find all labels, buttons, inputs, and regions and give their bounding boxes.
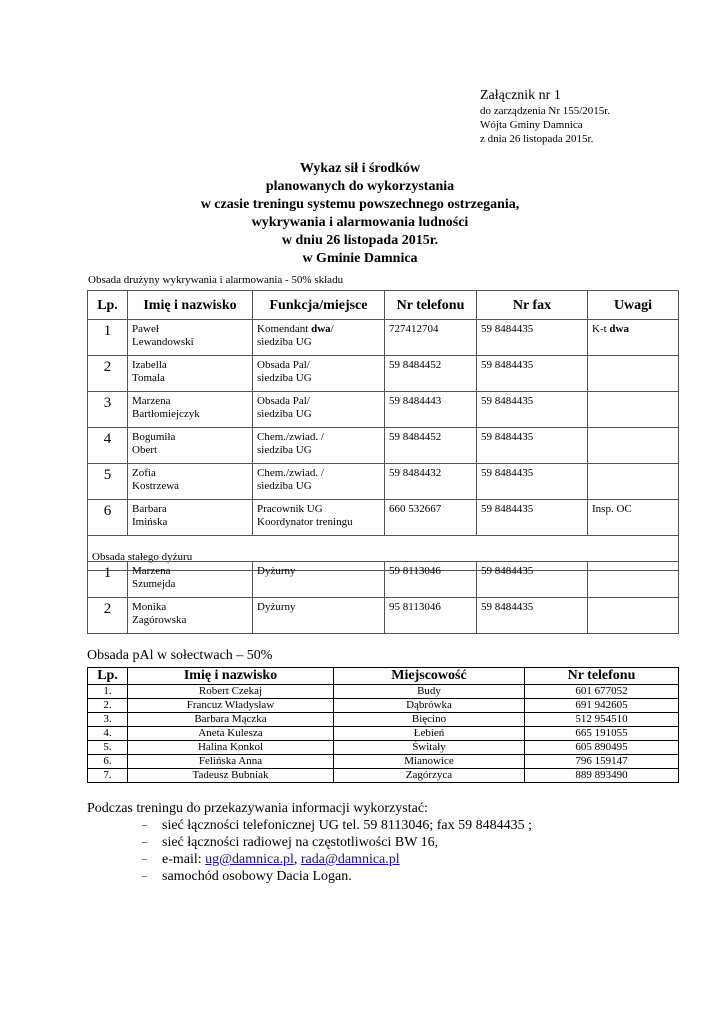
row-lp: 4.: [88, 727, 128, 741]
row-fax: 59 8484435: [477, 500, 588, 536]
row-lp: 4: [88, 428, 128, 464]
row-name: [128, 320, 253, 356]
row-name: [128, 598, 253, 634]
row-name: Barbara Mączka: [128, 713, 334, 727]
row-name: [128, 428, 253, 464]
function-line: [257, 467, 380, 480]
table-row: [88, 562, 679, 598]
row-phone: 889 893490: [525, 769, 679, 783]
row-lp: 3: [88, 392, 128, 428]
row-notes: [588, 598, 679, 634]
row-name: Felińska Anna: [128, 755, 334, 769]
last-name: Imińska: [132, 516, 168, 528]
table-row: [88, 713, 679, 727]
row-name: Aneta Kulesza: [128, 727, 334, 741]
first-name: Izabella: [132, 359, 167, 371]
attachment-header: [480, 88, 610, 146]
function-place: Koordynator treningu: [257, 516, 353, 528]
row-lp: 6.: [88, 755, 128, 769]
row-fax: 59 8484435: [477, 428, 588, 464]
notes-text: K-t: [592, 323, 610, 335]
first-name: Barbara: [132, 503, 167, 515]
row-function: [253, 500, 385, 536]
first-name: Paweł: [132, 323, 159, 335]
row-fax: 59 8484435: [477, 598, 588, 634]
row-fax: 59 8484435: [477, 320, 588, 356]
title-line: w Gminie Damnica: [302, 251, 418, 266]
function-text: Pracownik UG: [257, 503, 323, 515]
row-lp: 2: [88, 356, 128, 392]
village-staff-table: [87, 667, 679, 783]
row-fax: 59 8484435: [477, 464, 588, 500]
header-name: Imię i nazwisko: [128, 668, 334, 685]
row-function: Dyżurny: [253, 562, 385, 598]
row-place: Budy: [334, 685, 525, 699]
row-function: [253, 428, 385, 464]
header-fax: Nr fax: [477, 291, 588, 320]
row-lp: 7.: [88, 769, 128, 783]
table-row: [88, 392, 679, 428]
row-name: Robert Czekaj: [128, 685, 334, 699]
table-row: [88, 500, 679, 536]
row-lp: 6: [88, 500, 128, 536]
function-text: Komendant: [257, 323, 312, 335]
info-item-phone: – sieć łączności telefonicznej UG tel. 59 8113046; fax 59 8484435 ;: [142, 817, 532, 834]
email-label: e-mail:: [162, 852, 206, 867]
communication-info: [87, 800, 532, 885]
first-name: Bogumiła: [132, 431, 176, 443]
row-lp: 3.: [88, 713, 128, 727]
title-line: planowanych do wykorzystania: [265, 179, 455, 194]
row-fax: 59 8484435: [477, 392, 588, 428]
table-header-row: [88, 291, 679, 320]
row-lp: 1: [88, 562, 128, 598]
function-place: siedziba UG: [257, 444, 312, 456]
row-notes: [588, 562, 679, 598]
section3-caption: Obsada pAl w sołectwach – 50%: [87, 648, 273, 663]
table-row: [88, 741, 679, 755]
email-link-ug[interactable]: ug@damnica.pl: [205, 852, 294, 867]
row-name: [128, 356, 253, 392]
last-name: Bartłomiejczyk: [132, 408, 200, 420]
row-name: Tadeusz Bubniak: [128, 769, 334, 783]
title-line: Wykaz sił i środków: [299, 161, 421, 176]
header-place: Miejscowość: [334, 668, 525, 685]
function-text: Obsada Pal/: [257, 395, 310, 407]
header-name: Imię i nazwisko: [128, 291, 253, 320]
function-place: siedziba UG: [257, 372, 312, 384]
row-place: Łebień: [334, 727, 525, 741]
row-fax: 59 8484435: [477, 562, 588, 598]
row-lp: 2.: [88, 699, 128, 713]
row-name: [128, 500, 253, 536]
function-place: siedziba UG: [257, 336, 312, 348]
last-name: Kostrzewa: [132, 480, 180, 492]
table-row: [88, 755, 679, 769]
first-name: Monika: [132, 601, 167, 613]
row-phone: 660 532667: [385, 500, 477, 536]
row-phone: 512 954510: [525, 713, 679, 727]
row-fax: 59 8484435: [477, 356, 588, 392]
row-lp: 5: [88, 464, 128, 500]
attachment-authority: Wójta Gminy Damnica: [480, 119, 583, 131]
info-list: [87, 817, 532, 885]
row-lp: 1.: [88, 685, 128, 699]
attachment-ordinance: do zarządzenia Nr 155/2015r.: [480, 105, 611, 117]
table-row: [88, 356, 679, 392]
duty-staff-table: [87, 561, 679, 634]
row-function: [253, 464, 385, 500]
document-title: [70, 160, 650, 268]
attachment-number: Załącznik nr 1: [480, 88, 561, 103]
last-name: Lewandowski: [132, 336, 194, 348]
detection-team-table: [87, 290, 679, 571]
title-line: w dniu 26 listopada 2015r.: [281, 233, 439, 248]
row-lp: 2: [88, 598, 128, 634]
function-line: [257, 323, 380, 336]
title-line: wykrywania i alarmowania ludności: [251, 215, 469, 230]
function-text: Chem./zwiad. /: [257, 431, 324, 443]
row-name: [128, 464, 253, 500]
title-line: w czasie treningu systemu powszechnego ostrzegania,: [200, 197, 520, 212]
table-row: [88, 428, 679, 464]
function-text: Obsada Pal/: [257, 359, 310, 371]
last-name: Szumejda: [132, 578, 176, 590]
row-function: [253, 356, 385, 392]
row-place: Bięcino: [334, 713, 525, 727]
header-phone: Nr telefonu: [385, 291, 477, 320]
info-item-car: – samochód osobowy Dacia Logan.: [142, 868, 532, 885]
row-notes: [588, 500, 679, 536]
header-phone: Nr telefonu: [525, 668, 679, 685]
row-phone: 665 191055: [525, 727, 679, 741]
row-phone: 691 942605: [525, 699, 679, 713]
duty-staff-caption: Obsada stałego dyżuru: [88, 536, 679, 571]
header-lp: Lp.: [88, 668, 128, 685]
row-function: [253, 320, 385, 356]
row-place: Zagórzyca: [334, 769, 525, 783]
row-notes: [588, 428, 679, 464]
first-name: Marzena: [132, 565, 171, 577]
row-phone: 727412704: [385, 320, 477, 356]
row-function: [253, 392, 385, 428]
function-text: Chem./zwiad. /: [257, 467, 324, 479]
table-row: [88, 320, 679, 356]
row-name: Halina Konkol: [128, 741, 334, 755]
row-phone: 59 8484452: [385, 428, 477, 464]
info-intro: Podczas treningu do przekazywania informacji wykorzystać:: [87, 801, 428, 816]
table-row: [88, 598, 679, 634]
function-line: [257, 359, 380, 372]
function-bold: dwa: [311, 323, 331, 335]
row-notes: [588, 464, 679, 500]
first-name: Zofia: [132, 467, 156, 479]
function-line: [257, 431, 380, 444]
row-notes: [588, 320, 679, 356]
notes-text: Insp. OC: [592, 503, 632, 515]
row-phone: 601 677052: [525, 685, 679, 699]
last-name: Tomala: [132, 372, 165, 384]
row-function: Dyżurny: [253, 598, 385, 634]
row-lp: 1: [88, 320, 128, 356]
header-lp: Lp.: [88, 291, 128, 320]
row-phone: 59 8484443: [385, 392, 477, 428]
row-phone: 59 8484452: [385, 356, 477, 392]
row-name: [128, 562, 253, 598]
table-row: [88, 464, 679, 500]
last-name: Obert: [132, 444, 158, 456]
table-header-row: [88, 668, 679, 685]
row-place: Dąbrówka: [334, 699, 525, 713]
row-place: Mianowice: [334, 755, 525, 769]
function-line: [257, 503, 380, 516]
email-link-rada[interactable]: rada@damnica.pl: [300, 852, 400, 867]
header-notes: Uwagi: [588, 291, 679, 320]
info-item-radio: – sieć łączności radiowej na częstotliwości BW 16,: [142, 834, 532, 851]
row-notes: [588, 392, 679, 428]
last-name: Zagórowska: [132, 614, 187, 626]
row-phone: 59 8484432: [385, 464, 477, 500]
notes-bold: dwa: [609, 323, 629, 335]
function-place: siedziba UG: [257, 480, 312, 492]
table-row: [88, 769, 679, 783]
row-place: Świtały: [334, 741, 525, 755]
row-notes: [588, 356, 679, 392]
row-phone: 796 159147: [525, 755, 679, 769]
section1-caption: Obsada drużyny wykrywania i alarmowania - 50% składu: [88, 274, 344, 286]
table-row: [88, 699, 679, 713]
row-phone: 59 8113046: [385, 562, 477, 598]
row-phone: 95 8113046: [385, 598, 477, 634]
first-name: Marzena: [132, 395, 171, 407]
table-row: [88, 727, 679, 741]
row-name: Francuz Władysław: [128, 699, 334, 713]
header-function: Funkcja/miejsce: [253, 291, 385, 320]
function-line: [257, 395, 380, 408]
row-name: [128, 392, 253, 428]
function-place: siedziba UG: [257, 408, 312, 420]
row-lp: 5.: [88, 741, 128, 755]
function-suffix: /: [330, 323, 334, 335]
table-row: [88, 685, 679, 699]
info-item-email: [142, 851, 532, 868]
row-phone: 605 890495: [525, 741, 679, 755]
attachment-date: z dnia 26 listopada 2015r.: [480, 133, 594, 145]
email-separator: ,: [293, 852, 301, 867]
